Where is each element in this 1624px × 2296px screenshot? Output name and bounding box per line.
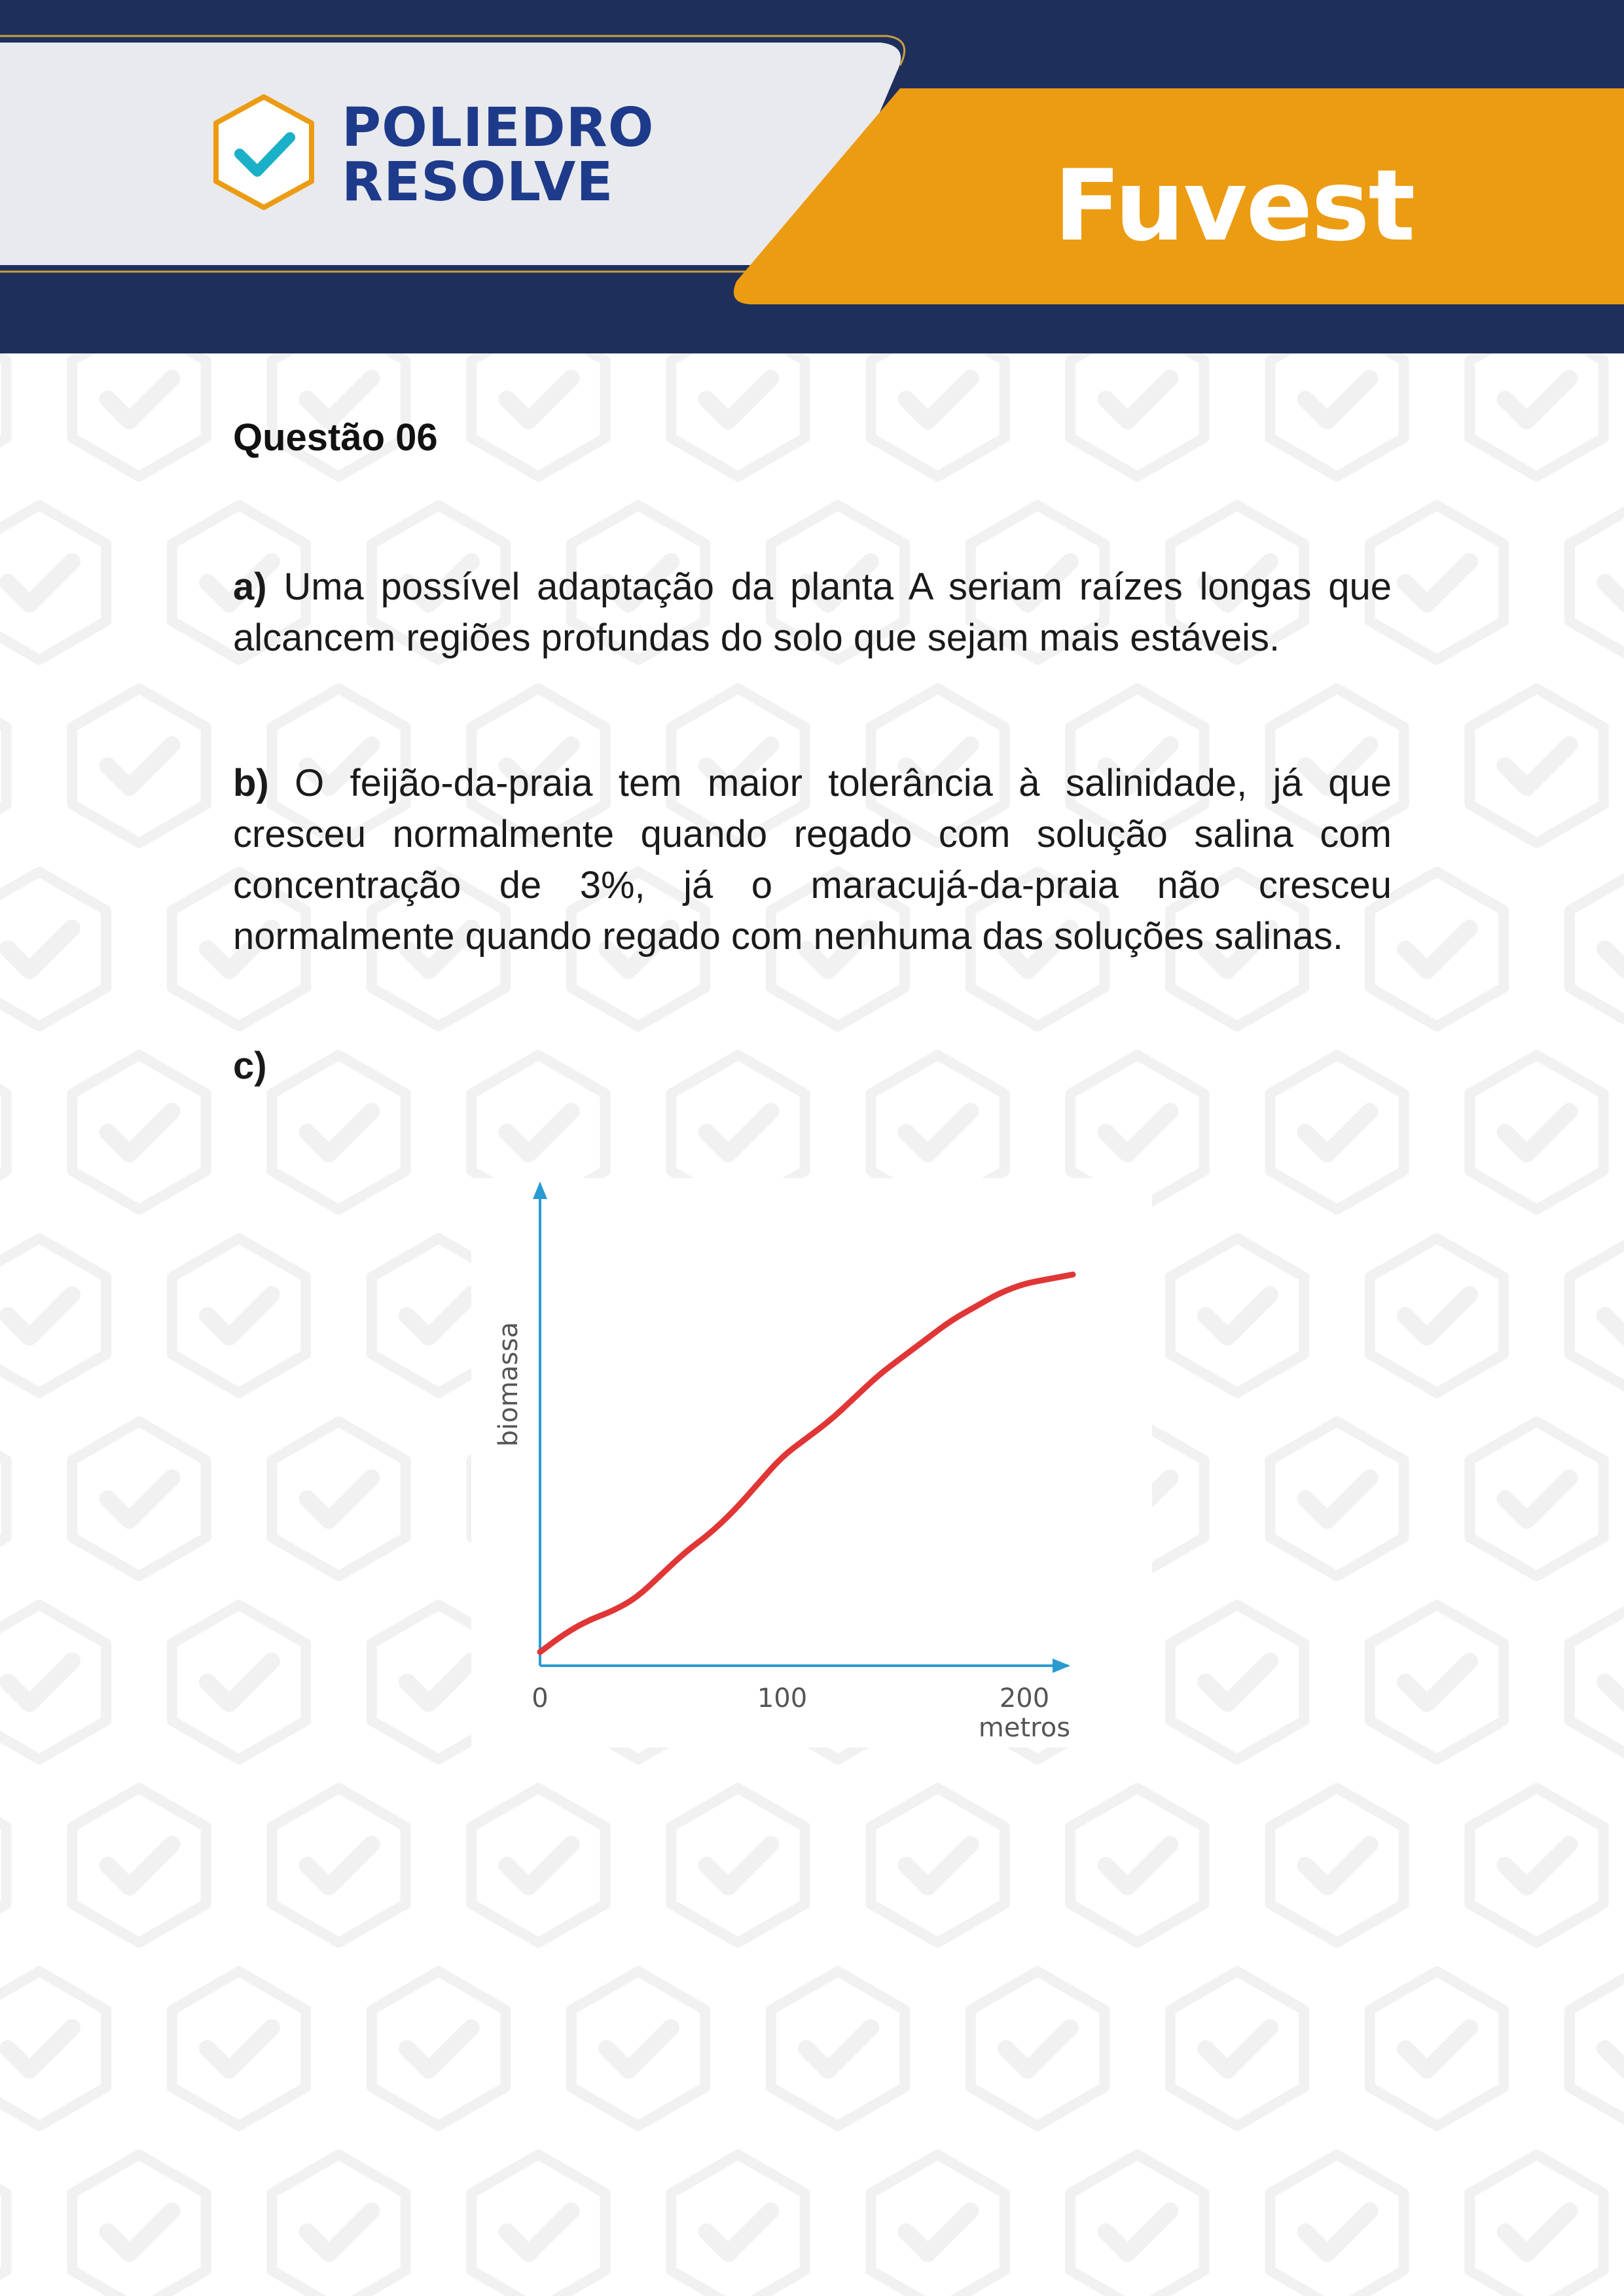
- x-axis-label: metros: [978, 1713, 1071, 1743]
- answer-b-label: b): [233, 762, 269, 804]
- pattern-hexagon: [1170, 1238, 1304, 1393]
- pattern-hexagon: [72, 1422, 206, 1576]
- pattern-hexagon: [471, 2155, 605, 2296]
- pattern-hexagon: [1470, 689, 1603, 843]
- pattern-hexagon: [571, 1971, 705, 2126]
- exam-title: Fuvest: [1054, 149, 1415, 263]
- question-content: [233, 416, 1392, 1092]
- series-line: [540, 1274, 1073, 1652]
- y-axis-label: biomassa: [494, 1321, 524, 1447]
- check-hexagon-icon: [208, 92, 319, 213]
- pattern-hexagon: [172, 1971, 306, 2126]
- pattern-hexagon: [0, 1422, 7, 1576]
- pattern-hexagon: [272, 2155, 405, 2296]
- pattern-hexagon: [1570, 1605, 1624, 1759]
- x-tick-label: 100: [757, 1683, 808, 1713]
- pattern-hexagon: [1270, 1788, 1403, 1943]
- pattern-hexagon: [1170, 1971, 1304, 2126]
- pattern-hexagon: [671, 2155, 804, 2296]
- x-tick-label: 200: [999, 1683, 1050, 1713]
- pattern-hexagon: [1570, 872, 1624, 1026]
- pattern-hexagon: [372, 1971, 505, 2126]
- brand-line-2: RESOLVE: [342, 151, 614, 213]
- pattern-hexagon: [1270, 1422, 1403, 1576]
- pattern-hexagon: [272, 1422, 405, 1576]
- biomass-chart: [471, 1178, 1152, 1748]
- pattern-hexagon: [72, 2155, 206, 2296]
- x-tick-labels: [532, 1683, 1049, 1713]
- pattern-hexagon: [1370, 1238, 1504, 1393]
- pattern-hexagon: [871, 2155, 1004, 2296]
- pattern-hexagon: [1070, 2155, 1204, 2296]
- answer-b-text: O feijão-da-praia tem maior tolerância à salinidade, já que cresceu normalmente quando regado com solução salina com concentração de 3%, já o maracujá-da-praia não cresceu normalmente quando regado com nenhuma das soluções salinas.: [233, 762, 1392, 958]
- pattern-hexagon: [1570, 1971, 1624, 2126]
- pattern-hexagon: [272, 1788, 405, 1943]
- pattern-hexagon: [1470, 1788, 1603, 1943]
- pattern-hexagon: [1570, 505, 1624, 660]
- pattern-hexagon: [1270, 2155, 1403, 2296]
- pattern-hexagon: [971, 1971, 1104, 2126]
- answer-a-label: a): [233, 565, 267, 608]
- pattern-hexagon: [0, 2155, 7, 2296]
- pattern-hexagon: [1470, 1055, 1603, 1210]
- pattern-hexagon: [871, 1788, 1004, 1943]
- pattern-hexagon: [671, 1788, 804, 1943]
- pattern-hexagon: [1570, 1238, 1624, 1393]
- pattern-hexagon: [471, 1788, 605, 1943]
- pattern-hexagon: [771, 1971, 905, 2126]
- pattern-hexagon: [0, 1788, 7, 1943]
- pattern-hexagon: [0, 505, 106, 660]
- pattern-hexagon: [0, 1055, 7, 1210]
- question-title: Questão 06: [233, 416, 438, 459]
- pattern-hexagon: [0, 1605, 106, 1759]
- pattern-hexagon: [72, 1055, 206, 1210]
- chart-canvas: [471, 1178, 1152, 1748]
- pattern-hexagon: [0, 872, 106, 1026]
- pattern-hexagon: [0, 689, 7, 843]
- x-axis-arrow: [1053, 1659, 1070, 1673]
- page-header: [0, 0, 1624, 353]
- pattern-hexagon: [0, 1238, 106, 1393]
- y-axis-arrow: [533, 1181, 547, 1199]
- answer-a-text: Uma possível adaptação da planta A seriam raízes longas que alcancem regiões profundas do solo que sejam mais estáveis.: [233, 565, 1392, 659]
- pattern-hexagon: [72, 1788, 206, 1943]
- pattern-hexagon: [1070, 1788, 1204, 1943]
- series-points: [540, 1274, 1073, 1652]
- pattern-hexagon: [1470, 1422, 1603, 1576]
- pattern-hexagon: [1370, 1971, 1504, 2126]
- pattern-hexagon: [0, 1971, 106, 2126]
- x-tick-label: 0: [532, 1683, 549, 1713]
- answer-b: [233, 758, 1392, 962]
- pattern-hexagon: [172, 1605, 306, 1759]
- pattern-hexagon: [1170, 1605, 1304, 1759]
- pattern-hexagon: [1470, 2155, 1603, 2296]
- pattern-hexagon: [1370, 1605, 1504, 1759]
- pattern-hexagon: [172, 1238, 306, 1393]
- answer-a: [233, 562, 1392, 664]
- pattern-hexagon: [72, 689, 206, 843]
- brand-line-1: POLIEDRO: [342, 97, 655, 159]
- answer-c-label: c): [233, 1045, 267, 1087]
